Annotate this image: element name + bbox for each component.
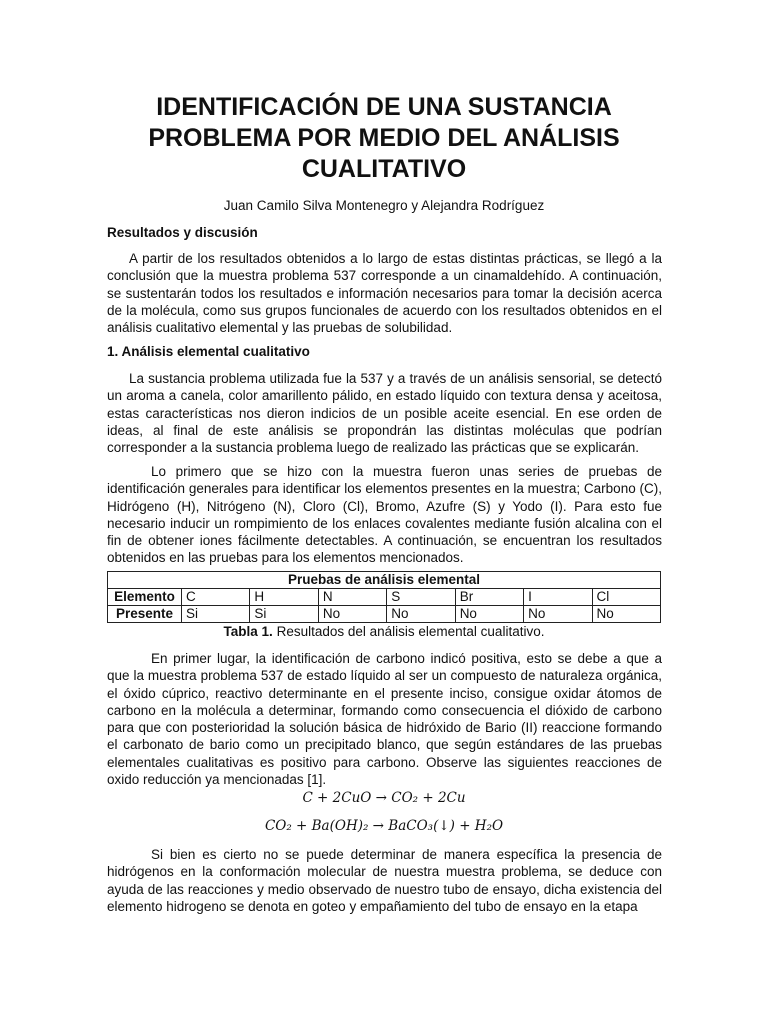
table-cell: Cl	[592, 589, 660, 606]
table-heading: Pruebas de análisis elemental	[108, 572, 661, 589]
table-cell: C	[182, 589, 250, 606]
table-cell: Si	[182, 606, 250, 623]
row-label-element: Elemento	[108, 589, 182, 606]
table-cell: No	[524, 606, 592, 623]
equation-carbon-oxidation: C + 2CuO → CO₂ + 2Cu	[302, 790, 466, 806]
document-title: IDENTIFICACIÓN DE UNA SUSTANCIA PROBLEMA POR MEDIO DEL ANÁLISIS CUALITATIVO	[148, 93, 620, 183]
paragraph-tests: Lo primero que se hizo con la muestra fueron unas series de pruebas de identificación generales para identificar los elementos presentes en la muestra; Carbono (C), Hidrógeno (H), Nitrógeno (N), Cloro (Cl), Bromo, Azufre (S) y Yodo (I). Para esto fue necesario inducir un rompimiento de los enlaces covalentes mediante fusión alcalina con el fin de obtener iones fácilmente detectables. A continuación, se encuentran los resultados obtenidos en las pruebas para los elementos mencionados.	[107, 464, 662, 566]
table-cell: No	[318, 606, 386, 623]
table-cell: I	[524, 589, 592, 606]
table-caption-text: Resultados del análisis elemental cualitativo.	[272, 624, 545, 639]
row-label-present: Presente	[108, 606, 182, 623]
table-cell: No	[592, 606, 660, 623]
equation-barium-carbonate: CO₂ + Ba(OH)₂ → BaCO₃(↓) + H₂O	[264, 818, 504, 834]
table-cell: No	[387, 606, 455, 623]
elemental-analysis-table	[107, 571, 661, 623]
table-row	[108, 589, 661, 606]
section-heading-elemental: 1. Análisis elemental cualitativo	[107, 344, 310, 359]
table-cell: S	[387, 589, 455, 606]
table-cell: Br	[455, 589, 523, 606]
table-cell: H	[250, 589, 318, 606]
table-caption-label: Tabla 1.	[223, 624, 273, 639]
table-cell: N	[318, 589, 386, 606]
table-cell: Si	[250, 606, 318, 623]
table-heading-row	[108, 572, 661, 589]
paragraph-hydrogen: Si bien es cierto no se puede determinar de manera específica la presencia de hidrógenos en la conformación molecular de nuestra muestra problema, se deduce con ayuda de las reacciones y medio observado de nuestro tubo de ensayo, dicha existencia del elemento hidrogeno se denota en goteo y empañamiento del tubo de ensayo en la etapa	[107, 847, 662, 914]
section-heading-results: Resultados y discusión	[107, 225, 258, 240]
authors: Juan Camilo Silva Montenegro y Alejandra Rodríguez	[223, 198, 545, 213]
table-row	[108, 606, 661, 623]
paragraph-sensorial: La sustancia problema utilizada fue la 537 y a través de un análisis sensorial, se detectó un aroma a canela, color amarillento pálido, en estado líquido con textura densa y aceitosa, estas características nos dieron indicios de un posible aceite esencial. En ese orden de ideas, al final de este análisis se propondrán las distintas moléculas que podrían corresponder a la sustancia problema luego de realizado las prácticas que se explicarán.	[107, 371, 662, 456]
table-caption	[0, 624, 768, 639]
table-cell: No	[455, 606, 523, 623]
paragraph-intro: A partir de los resultados obtenidos a lo largo de estas distintas prácticas, se llegó a la conclusión que la muestra problema 537 corresponde a un cinamaldehído. A continuación, se sustentarán todos los resultados e información necesarios para tomar la decisión acerca de la molécula, como sus grupos funcionales de acuerdo con los resultados obtenidos en el análisis cualitativo elemental y las pruebas de solubilidad.	[107, 251, 662, 336]
paragraph-carbon: En primer lugar, la identificación de carbono indicó positiva, esto se debe a que a que la muestra problema 537 de estado líquido al ser un compuesto de naturaleza orgánica, el óxido cúprico, reactivo determinante en el presente inciso, consigue oxidar átomos de carbono en la molécula a determinar, formando como consecuencia el dióxido de carbono para que con posterioridad la solución básica de hidróxido de Bario (II) reaccione formando el carbonato de bario como un precipitado blanco, que según estándares de las pruebas elementales cualitativas es positivo para carbono. Observe las siguientes reacciones de oxido reducción ya mencionadas [1].	[107, 651, 662, 788]
